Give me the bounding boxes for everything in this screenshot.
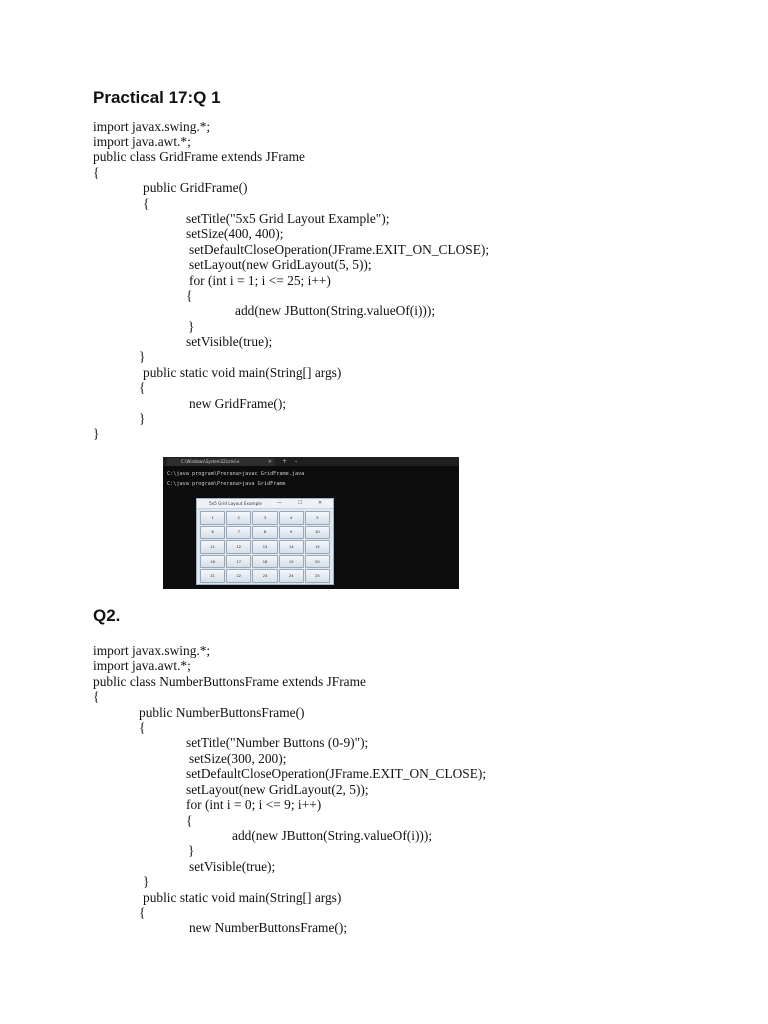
grid-button: 25 — [305, 569, 330, 583]
grid-button: 3 — [252, 511, 277, 525]
code-line: new GridFrame(); — [189, 396, 287, 411]
code-line: setSize(300, 200); — [189, 751, 287, 766]
grid-button: 20 — [305, 555, 330, 569]
code-line: setSize(400, 400); — [186, 226, 284, 241]
code-line: } — [139, 411, 146, 426]
grid-button: 21 — [200, 569, 225, 583]
code-line: new NumberButtonsFrame(); — [189, 920, 348, 935]
close-icon: × — [267, 459, 272, 465]
chevron-down-icon: ⌄ — [294, 458, 299, 464]
code-line: setDefaultCloseOperation(JFrame.EXIT_ON_CLOSE); — [186, 766, 487, 781]
swing-window-title: 5x5 Grid Layout Example — [209, 501, 262, 506]
code-line: public static void main(String[] args) — [143, 365, 342, 380]
code-line: { — [93, 689, 100, 704]
code-line: import javax.swing.*; — [93, 643, 211, 658]
console-tab — [167, 458, 275, 466]
code-line: public NumberButtonsFrame() — [139, 705, 305, 720]
grid-button: 17 — [226, 555, 251, 569]
close-icon: ✕ — [318, 500, 323, 506]
swing-window-titlebar — [197, 499, 333, 509]
code-line: public class NumberButtonsFrame extends JFrame — [93, 674, 366, 689]
code-line: for (int i = 0; i <= 9; i++) — [186, 797, 322, 812]
swing-window — [196, 498, 334, 585]
code-line: setDefaultCloseOperation(JFrame.EXIT_ON_CLOSE); — [189, 242, 490, 257]
code-line: { — [139, 380, 146, 395]
console-line: C:\java program\Prerana>java GridFrame — [167, 481, 286, 487]
grid-button: 22 — [226, 569, 251, 583]
grid-button: 24 — [279, 569, 304, 583]
grid-button: 14 — [279, 540, 304, 554]
code-line: { — [139, 720, 146, 735]
code-line: setVisible(true); — [189, 859, 276, 874]
code-line: setLayout(new GridLayout(2, 5)); — [186, 782, 369, 797]
console-screenshot — [163, 457, 459, 589]
code-line: } — [139, 349, 146, 364]
code-line: import java.awt.*; — [93, 134, 191, 149]
grid-button: 23 — [252, 569, 277, 583]
code-line: } — [93, 426, 100, 441]
code-line: add(new JButton(String.valueOf(i))); — [232, 828, 433, 843]
code-line: { — [186, 288, 193, 303]
grid-button: 4 — [279, 511, 304, 525]
grid-button: 11 — [200, 540, 225, 554]
code-line: setTitle("5x5 Grid Layout Example"); — [186, 211, 390, 226]
code-line: public static void main(String[] args) — [143, 890, 342, 905]
code-line: } — [143, 874, 150, 889]
grid-button: 7 — [226, 526, 251, 540]
minimize-icon: — — [277, 500, 282, 506]
maximize-icon: ☐ — [298, 500, 303, 506]
grid-button: 2 — [226, 511, 251, 525]
code-line: { — [139, 905, 146, 920]
code-line: setLayout(new GridLayout(5, 5)); — [189, 257, 372, 272]
code-line: { — [186, 813, 193, 828]
grid-button: 10 — [305, 526, 330, 540]
question-heading: Q2. — [93, 606, 121, 625]
code-line: } — [188, 843, 195, 858]
code-line: { — [93, 165, 100, 180]
console-tab-title: C:\Windows\System32\cmd.e — [181, 459, 240, 464]
grid-button: 18 — [252, 555, 277, 569]
grid-button: 19 — [279, 555, 304, 569]
grid-button: 1 — [200, 511, 225, 525]
code-line: import java.awt.*; — [93, 658, 191, 673]
code-line: import javax.swing.*; — [93, 119, 211, 134]
console-line: C:\java program\Prerana>javac GridFrame.java — [167, 471, 305, 477]
code-line: } — [188, 319, 195, 334]
code-line: setTitle("Number Buttons (0-9)"); — [186, 735, 369, 750]
grid-button: 13 — [252, 540, 277, 554]
code-line: public class GridFrame extends JFrame — [93, 149, 305, 164]
practical-heading: Practical 17:Q 1 — [93, 88, 221, 107]
grid-button: 15 — [305, 540, 330, 554]
grid-button: 5 — [305, 511, 330, 525]
code-line: add(new JButton(String.valueOf(i))); — [235, 303, 436, 318]
plus-icon: + — [282, 458, 288, 465]
grid-button: 6 — [200, 526, 225, 540]
code-line: public GridFrame() — [143, 180, 248, 195]
grid-button: 12 — [226, 540, 251, 554]
grid-button: 9 — [279, 526, 304, 540]
code-line: for (int i = 1; i <= 25; i++) — [189, 273, 331, 288]
grid-button: 16 — [200, 555, 225, 569]
grid-button: 8 — [252, 526, 277, 540]
code-line: setVisible(true); — [186, 334, 273, 349]
console-titlebar — [163, 457, 459, 466]
swing-button-grid — [200, 511, 330, 583]
code-line: { — [143, 196, 150, 211]
